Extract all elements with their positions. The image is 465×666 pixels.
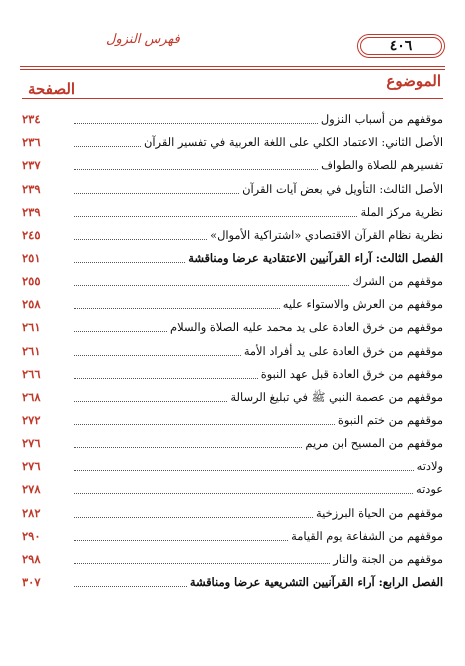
dot-leader [74, 285, 349, 286]
table-of-contents [22, 104, 443, 590]
toc-entry [22, 220, 443, 243]
column-heading-rule [22, 98, 443, 99]
dot-leader [74, 586, 187, 587]
dot-leader [74, 517, 313, 518]
toc-entry [22, 474, 443, 497]
toc-entry [22, 104, 443, 127]
page-column-heading: الصفحة [28, 80, 76, 98]
toc-entry-title: موقفهم من الشرك [349, 273, 443, 289]
toc-entry [22, 266, 443, 289]
header-rule-secondary [20, 69, 445, 70]
dot-leader [74, 146, 141, 147]
toc-entry-title: موقفهم من الجنة والنار [330, 551, 443, 567]
dot-leader [74, 355, 241, 356]
toc-entry-title: الفصل الرابع: آراء القرآنيين التشريعية عرضا ومناقشة [187, 574, 443, 590]
toc-entry-title: موقفهم من عصمة النبي ﷺ في تبليغ الرسالة [227, 389, 443, 405]
topic-column-heading: الموضوع [386, 72, 441, 90]
toc-entry-title: موقفهم من خرق العادة على يد أفراد الأمة [241, 343, 443, 359]
dot-leader [74, 123, 318, 124]
toc-entry-title: موقفهم من المسيح ابن مريم [302, 435, 443, 451]
toc-entry-title: موقفهم من ختم النبوة [335, 412, 443, 428]
toc-entry-title: موقفهم من خرق العادة على يد محمد عليه الصلاة والسلام [167, 319, 443, 335]
toc-entry-page: ٢٣٩ [22, 204, 41, 219]
toc-entry [22, 405, 443, 428]
toc-entry-title: موقفهم من الشفاعة يوم القيامة [288, 528, 443, 544]
toc-entry-page: ٢٣٤ [22, 112, 41, 127]
dot-leader [74, 447, 302, 448]
dot-leader [74, 262, 185, 263]
dot-leader [74, 239, 207, 240]
running-title: فهرس النزول [106, 32, 180, 47]
toc-entry [22, 382, 443, 405]
toc-entry-page: ٣٠٧ [22, 574, 41, 589]
toc-entry-title: الأصل الثالث: التأويل في بعض آيات القرآن [239, 181, 443, 197]
toc-entry-title: موقفهم من العرش والاستواء عليه [280, 296, 443, 312]
dot-leader [74, 493, 413, 494]
dot-leader [74, 563, 330, 564]
toc-entry-page: ٢٣٦ [22, 135, 41, 150]
toc-entry [22, 359, 443, 382]
toc-entry [22, 497, 443, 520]
toc-entry-page: ٢٧٦ [22, 459, 41, 474]
toc-entry-page: ٢٨٢ [22, 505, 41, 520]
dot-leader [74, 424, 335, 425]
toc-entry [22, 173, 443, 196]
toc-entry-page: ٢٩٨ [22, 551, 41, 566]
toc-entry-page: ٢٤٥ [22, 227, 41, 242]
toc-entry-page: ٢٥٥ [22, 274, 41, 289]
toc-entry [22, 544, 443, 567]
toc-entry-page: ٢٥١ [22, 250, 41, 265]
toc-entry-page: ٢٧٢ [22, 412, 41, 427]
toc-entry-page: ٢٦١ [22, 343, 41, 358]
toc-entry-page: ٢٧٦ [22, 436, 41, 451]
toc-entry [22, 197, 443, 220]
toc-entry-page: ٢٥٨ [22, 297, 41, 312]
toc-entry-title: ولادته [414, 458, 443, 474]
dot-leader [74, 540, 288, 541]
toc-entry-title: نظرية نظام القرآن الاقتصادي «اشتراكية الأموال» [207, 227, 443, 243]
toc-entry-title: موقفهم من أسباب النزول [318, 111, 443, 127]
dot-leader [74, 470, 414, 471]
toc-entry-page: ٢٧٨ [22, 482, 41, 497]
page-header [20, 28, 445, 68]
toc-entry [22, 451, 443, 474]
toc-entry-title: الفصل الثالث: آراء القرآنيين الاعتقادية عرضا ومناقشة [185, 250, 443, 266]
toc-entry-title: موقفهم من خرق العادة قبل عهد النبوة [258, 366, 443, 382]
toc-entry-page: ٢٣٩ [22, 181, 41, 196]
toc-entry-page: ٢٩٠ [22, 528, 41, 543]
dot-leader [74, 331, 167, 332]
toc-entry-page: ٢٦٨ [22, 389, 41, 404]
toc-entry [22, 150, 443, 173]
dot-leader [74, 216, 357, 217]
toc-entry [22, 312, 443, 335]
toc-entry [22, 335, 443, 358]
page-number-frame [357, 34, 445, 58]
toc-entry-page: ٢٦١ [22, 320, 41, 335]
page-number: ٤٠٦ [389, 38, 413, 54]
toc-entry [22, 243, 443, 266]
column-headings [22, 72, 443, 98]
toc-entry-page: ٢٦٦ [22, 366, 41, 381]
dot-leader [74, 169, 318, 170]
dot-leader [74, 378, 258, 379]
dot-leader [74, 401, 227, 402]
toc-entry [22, 127, 443, 150]
toc-entry-title: عودته [413, 481, 443, 497]
toc-entry-title: تفسيرهم للصلاة والطواف [318, 157, 443, 173]
dot-leader [74, 193, 239, 194]
toc-entry-title: الأصل الثاني: الاعتماد الكلي على اللغة العربية في تفسير القرآن [141, 134, 443, 150]
toc-entry [22, 428, 443, 451]
toc-entry-title: نظرية مركز الملة [357, 204, 443, 220]
header-rule [20, 66, 445, 67]
toc-entry [22, 521, 443, 544]
toc-entry-title: موقفهم من الحياة البرزخية [313, 505, 443, 521]
toc-entry [22, 567, 443, 590]
toc-entry [22, 289, 443, 312]
toc-entry-page: ٢٣٧ [22, 158, 41, 173]
dot-leader [74, 308, 280, 309]
